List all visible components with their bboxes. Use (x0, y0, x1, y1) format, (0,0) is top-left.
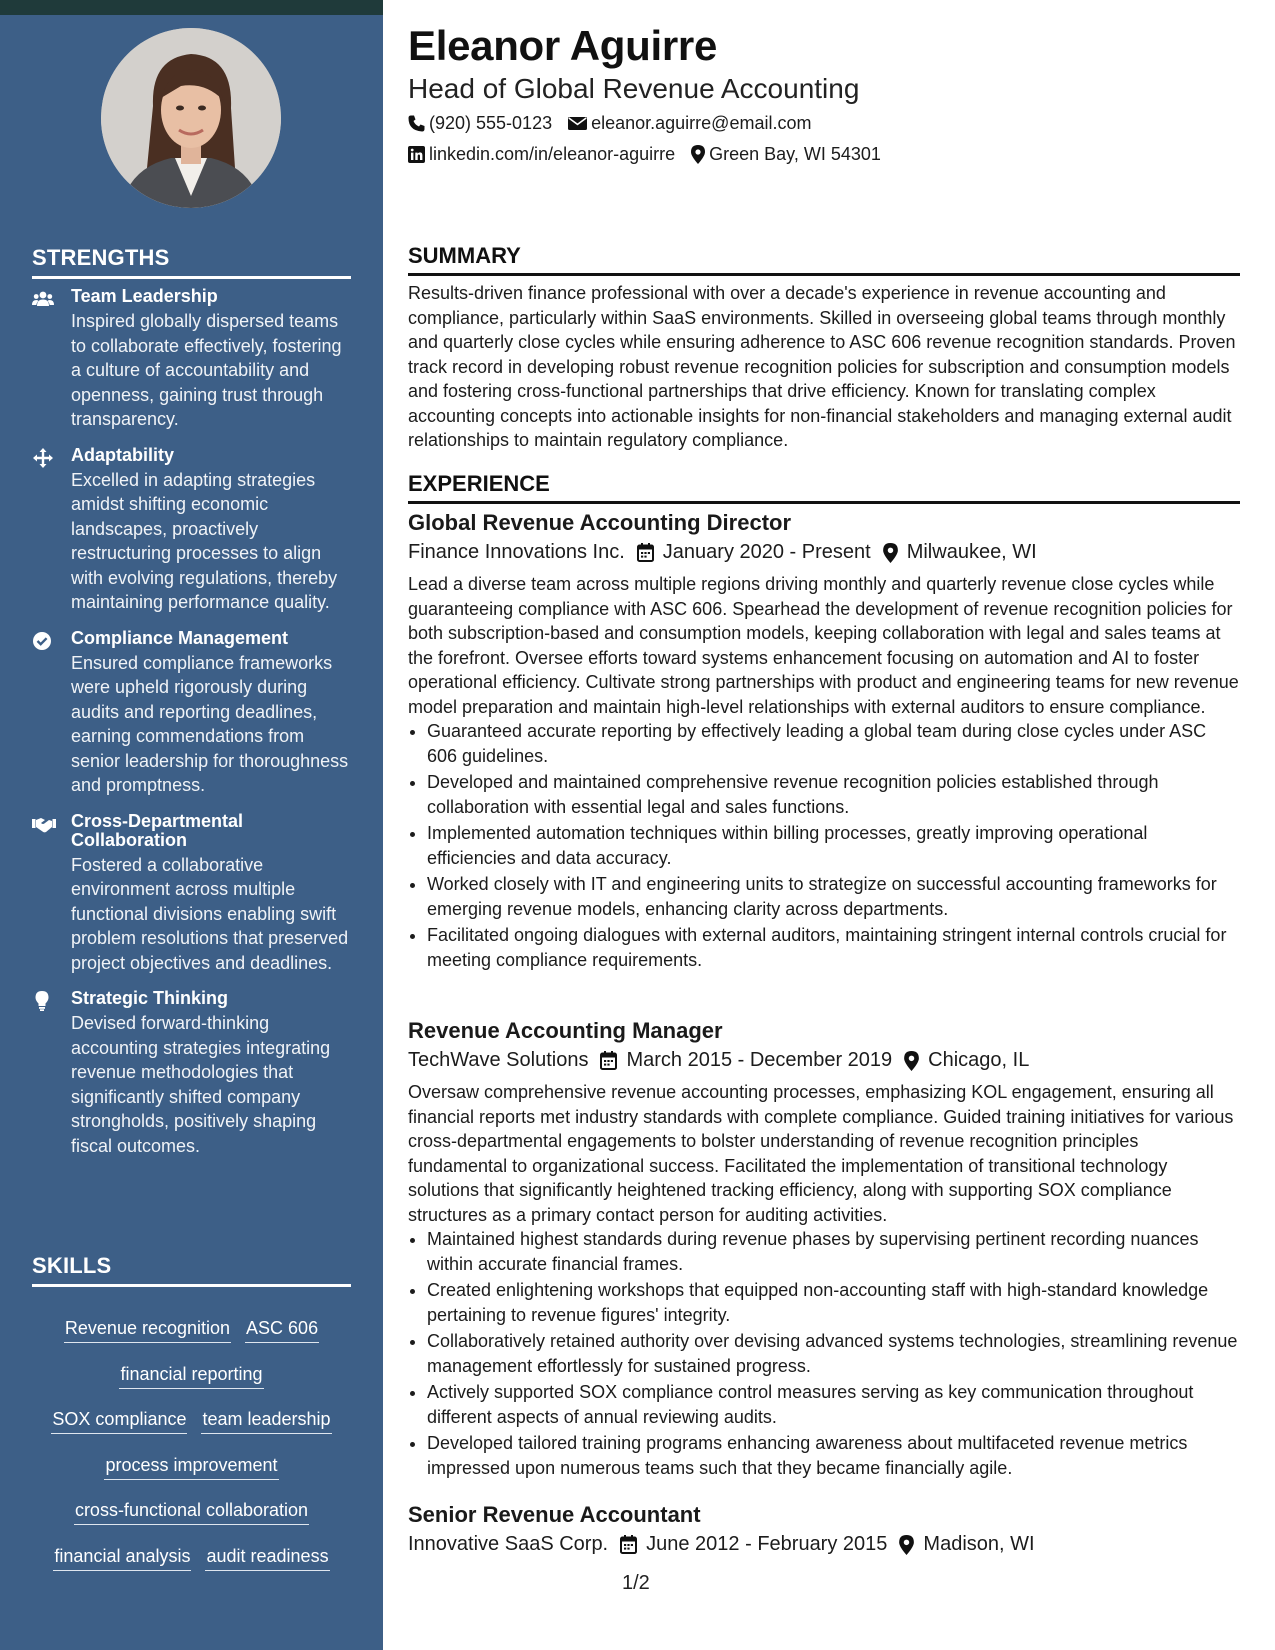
strength-item (32, 629, 352, 798)
job-bullet: • Collaboratively retained authority over devising advanced systems technologies, streamlining revenue management effortlessly for sustained progress. (427, 1329, 1240, 1378)
users-icon (32, 289, 54, 309)
map-marker-icon (691, 145, 705, 164)
phone-contact[interactable] (408, 113, 552, 134)
skill-tag: team leadership (201, 1408, 331, 1434)
map-marker-icon (904, 1051, 919, 1071)
job-dates (600, 1049, 892, 1072)
strength-title: Strategic Thinking (71, 988, 229, 1008)
job-role: Revenue Accounting Manager (408, 1018, 723, 1043)
strength-title: Compliance Management (71, 627, 289, 648)
strengths-heading: STRENGTHS (32, 245, 351, 279)
job-bullets (408, 719, 1240, 972)
job-description: Lead a diverse team across multiple regions driving monthly and quarterly revenue close cycles while guaranteeing compliance with ASC 606. Spearhead the development of revenue recognition policies for both subscription-based and consumption models, keeping collaboration with legal and sales teams at the forefront. Oversee efforts toward systems enhancement focusing on automation and AI to foster operational efficiency. Cultivate strong partnerships with product and engineering teams for new revenue model preparation and maintain high-level relationships with external auditors to ensure compliance. (408, 574, 1239, 717)
job-role: Senior Revenue Accountant (408, 1502, 701, 1527)
strengths-list (32, 287, 352, 1172)
strength-title: Team Leadership (71, 286, 218, 306)
email-text: eleanor.aguirre@email.com (591, 113, 812, 133)
job-company: Innovative SaaS Corp. (408, 1533, 609, 1555)
job-dates (637, 541, 871, 564)
skill-row (32, 1545, 351, 1591)
strength-title: Adaptability (71, 444, 175, 465)
handshake-icon (32, 814, 54, 834)
job-bullet: • Developed and maintained comprehensive revenue recognition policies established through collaboration with essential legal and sales functions. (427, 770, 1240, 819)
job-meta (408, 1049, 1240, 1072)
job-location-text: Madison, WI (923, 1533, 1035, 1555)
job-dates-text: June 2012 - February 2015 (646, 1533, 888, 1555)
skill-tag: process improvement (104, 1454, 278, 1480)
strength-description: Devised forward-thinking accounting strategies integrating revenue methodologies that significantly shifted company strongholds, positively shaping fiscal outcomes. (71, 1013, 331, 1156)
skill-row (32, 1317, 351, 1363)
arrows-move-icon (32, 448, 54, 468)
job-bullet: • Maintained highest standards during revenue phases by supervising pertinent recording nuances within accurate financial frames. (427, 1227, 1240, 1276)
job-company: TechWave Solutions (408, 1049, 589, 1071)
skill-tag: financial analysis (53, 1545, 191, 1571)
job-entry (408, 1018, 1240, 1482)
skill-row (32, 1363, 351, 1409)
experience-heading: EXPERIENCE (408, 471, 1240, 504)
strength-title: Cross-Departmental Collaboration (71, 810, 244, 850)
job-location (883, 541, 1037, 564)
email-contact[interactable] (568, 113, 811, 134)
linkedin-contact[interactable] (408, 144, 675, 165)
job-location-text: Chicago, IL (928, 1049, 1030, 1071)
job-bullets (408, 1227, 1240, 1480)
envelope-icon (568, 116, 587, 131)
linkedin-text: linkedin.com/in/eleanor-aguirre (429, 144, 676, 164)
calendar-icon (637, 543, 654, 562)
skill-tag: SOX compliance (51, 1408, 187, 1434)
map-marker-icon (883, 543, 898, 563)
calendar-icon (600, 1051, 617, 1070)
job-bullet: • Guaranteed accurate reporting by effectively leading a global team during close cycles under ASC 606 guidelines. (427, 719, 1240, 768)
job-bullet: • Developed tailored training programs enhancing awareness about multifaceted revenue metrics impressed upon numerous teams such that they became financially agile. (427, 1431, 1240, 1480)
candidate-title: Head of Global Revenue Accounting (408, 73, 860, 104)
job-meta (408, 541, 1240, 564)
sidebar (0, 15, 383, 1650)
phone-text: (920) 555-0123 (429, 113, 553, 133)
location-contact (691, 144, 881, 165)
linkedin-icon (408, 146, 425, 163)
skill-row (32, 1499, 351, 1545)
summary-text: Results-driven finance professional with over a decade's experience in revenue accounting and compliance, particularly within SaaS environments. Skilled in overseeing global teams through monthly and quarterly close cycles while ensuring adherence to ASC 606 revenue recognition standards. Proven track record in developing robust revenue recognition policies for subscription and consumption models and fostering cross-functional partnerships that drive efficiency. Known for translating complex accounting concepts into actionable insights for non-financial stakeholders and managing external audit relationships to maintain regulatory compliance. (408, 283, 1236, 450)
skill-row (32, 1454, 351, 1500)
job-meta (408, 1533, 1240, 1556)
strength-item (32, 989, 352, 1158)
skill-tag: audit readiness (205, 1545, 329, 1571)
skill-row (32, 1408, 351, 1454)
contact-row (408, 113, 827, 134)
phone-icon (408, 115, 425, 132)
job-dates (620, 1533, 887, 1556)
strength-item (32, 812, 352, 976)
map-marker-icon (899, 1535, 914, 1555)
skills-heading: SKILLS (32, 1253, 351, 1287)
skill-tag: ASC 606 (245, 1317, 319, 1343)
job-dates-text: March 2015 - December 2019 (626, 1049, 893, 1071)
strength-description: Fostered a collaborative environment across multiple functional divisions enabling swift problem resolutions that preserved project objectives and deadlines. (71, 854, 349, 973)
job-description: Oversaw comprehensive revenue accounting processes, emphasizing KOL engagement, ensuring all financial reports met industry standards with complete compliance. Guided training initiatives for various cross-departmental engagements to bolster understanding of revenue recognition principles fundamental to organizational success. Facilitated the implementation of transitional technology solutions that significantly heightened tracking efficiency, along with supporting SOX compliance structures as a primary contact person for auditing activities. (408, 1082, 1234, 1225)
job-entry (408, 1502, 1240, 1564)
strength-description: Excelled in adapting strategies amidst shifting economic landscapes, proactively restructuring processes to align with evolving regulations, thereby maintaining performance quality. (71, 469, 338, 612)
location-text: Green Bay, WI 54301 (709, 144, 881, 164)
skill-tag: financial reporting (119, 1363, 263, 1389)
job-location-text: Milwaukee, WI (906, 541, 1037, 563)
job-dates-text: January 2020 - Present (662, 541, 871, 563)
job-company: Finance Innovations Inc. (408, 541, 625, 563)
strength-description: Inspired globally dispersed teams to collaborate effectively, fostering a culture of accountability and openness, gaining trust through transparency. (71, 311, 342, 429)
skill-tag: Revenue recognition (64, 1317, 231, 1343)
strength-item (32, 446, 352, 615)
calendar-icon (620, 1535, 637, 1554)
top-accent-strip (0, 0, 383, 15)
job-role: Global Revenue Accounting Director (408, 510, 792, 535)
job-bullet: • Worked closely with IT and engineering units to strategize on successful accounting frameworks for emerging revenue models, enhancing clarity across departments. (427, 872, 1240, 921)
skills-list (32, 1317, 351, 1590)
job-bullet: • Actively supported SOX compliance control measures serving as key communication throughout different aspects of annual reviewing audits. (427, 1380, 1240, 1429)
summary-heading: SUMMARY (408, 243, 1240, 276)
job-entry (408, 510, 1240, 974)
strength-item (32, 287, 352, 432)
profile-photo-image (101, 28, 281, 208)
job-bullet: • Facilitated ongoing dialogues with external auditors, maintaining stringent internal controls crucial for meeting compliance requirements. (427, 923, 1240, 972)
page-number: 1/2 (622, 1572, 650, 1594)
job-bullet: • Created enlightening workshops that equipped non-accounting staff with high-standard knowledge pertaining to revenue figures' integrity. (427, 1278, 1240, 1327)
contact-row (408, 144, 897, 165)
skill-tag: cross-functional collaboration (74, 1499, 309, 1525)
check-circle-icon (32, 631, 54, 651)
profile-photo (101, 28, 281, 208)
job-bullet: • Implemented automation techniques within billing processes, greatly improving operational efficiencies and data accuracy. (427, 821, 1240, 870)
strength-description: Ensured compliance frameworks were upheld rigorously during audits and reporting deadlines, earning commendations from senior leadership for thoroughness and promptness. (71, 652, 349, 795)
job-location (904, 1049, 1029, 1072)
lightbulb-icon (32, 991, 54, 1011)
candidate-name: Eleanor Aguirre (408, 22, 718, 69)
job-location (899, 1533, 1034, 1556)
